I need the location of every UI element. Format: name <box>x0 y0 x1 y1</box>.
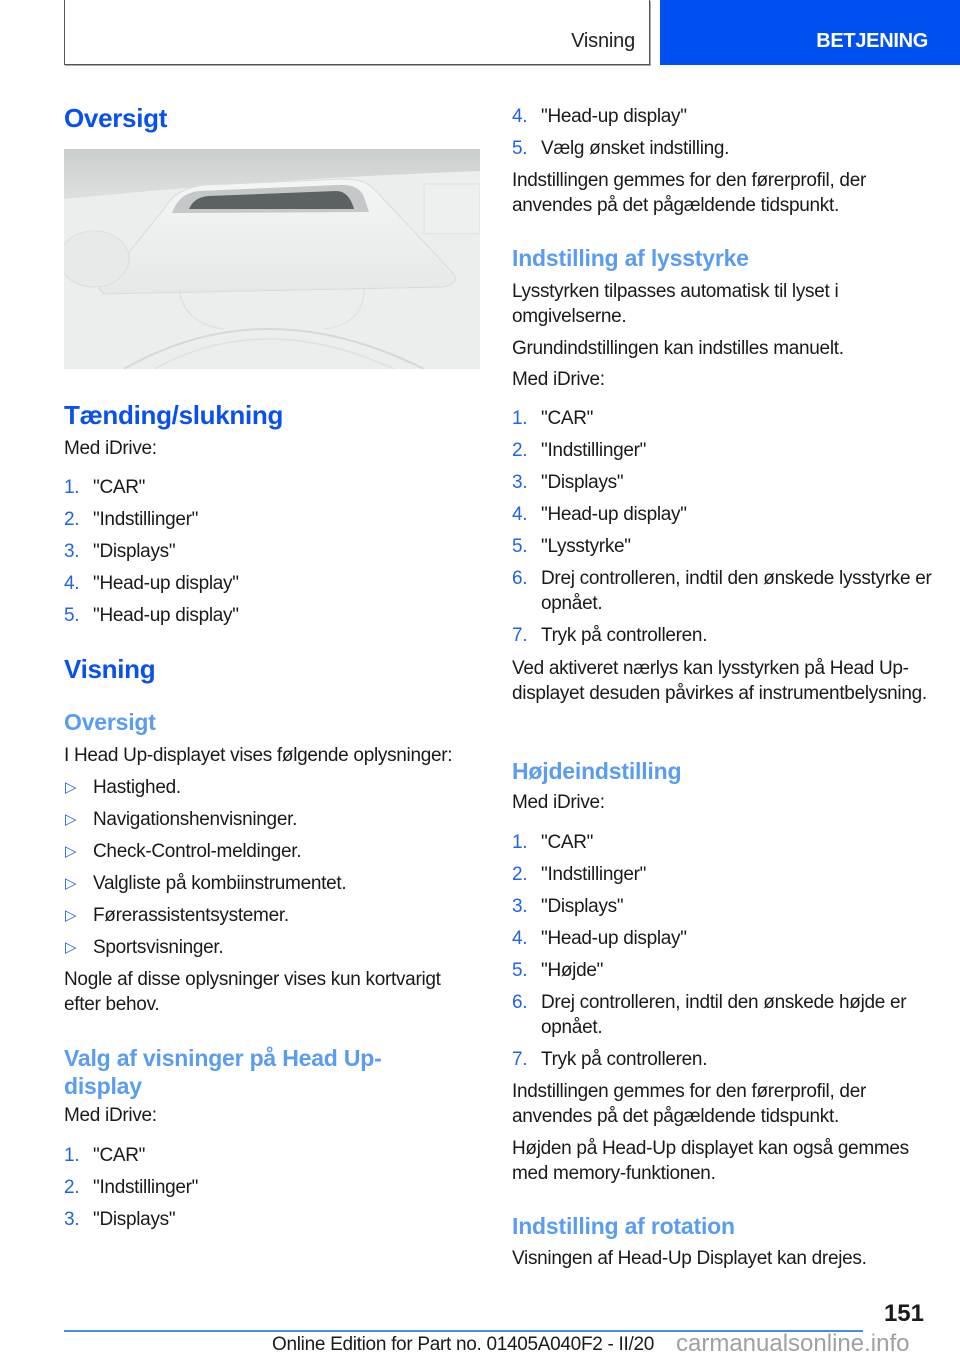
select-views-step: 4. "Head-up display" <box>512 106 687 127</box>
display-bullet: ▷ Sportsvisninger. <box>65 937 224 958</box>
display-bullet: ▷ Check-Control-meldinger. <box>65 841 302 862</box>
onoff-step: 4. "Head-up display" <box>64 573 239 594</box>
triangle-bullet-icon: ▷ <box>65 779 77 796</box>
display-subtitle: Oversigt <box>64 709 156 735</box>
section-tab <box>64 0 650 65</box>
onoff-step: 5. "Head-up display" <box>64 605 239 626</box>
overview-title: Oversigt <box>64 103 168 133</box>
brightness-intro: Med iDrive: <box>512 369 605 390</box>
brightness-step: 7. Tryk på controlleren. <box>512 625 708 646</box>
height-title: Højdeindstilling <box>512 758 682 784</box>
brightness-step: 2. "Indstillinger" <box>512 440 647 461</box>
chapter-tab <box>660 0 960 65</box>
brightness-title: Indstilling af lysstyrke <box>512 245 749 271</box>
onoff-step: 3. "Displays" <box>64 541 176 562</box>
height-note1: Indstillingen gemmes for den førerprofil, der anvendes på det pågældende tidspunkt. <box>512 1081 866 1127</box>
select-views-title: Valg af visninger på Head Up-display <box>64 1045 382 1099</box>
brightness-step: 6. Drej controlleren, indtil den ønskede lysstyrke er opnået. <box>512 568 932 614</box>
brightness-step: 4. "Head-up display" <box>512 504 687 525</box>
select-views-step: 3. "Displays" <box>64 1209 176 1230</box>
brightness-note: Ved aktiveret nærlys kan lysstyrken på Head Up-displayet desuden påvirkes af instrumentbelysning. <box>512 658 927 704</box>
triangle-bullet-icon: ▷ <box>65 875 77 892</box>
brightness-p1: Lysstyrken tilpasses automatisk til lyset i omgivelserne. <box>512 281 839 327</box>
height-step: 2. "Indstillinger" <box>512 864 647 885</box>
brightness-step: 3. "Displays" <box>512 472 624 493</box>
brightness-step: 5. "Lysstyrke" <box>512 536 631 557</box>
triangle-bullet-icon: ▷ <box>65 939 77 956</box>
chapter-tab-label: BETJENING <box>816 30 928 52</box>
display-note: Nogle af disse oplysninger vises kun kortvarigt efter behov. <box>64 969 441 1015</box>
display-bullet: ▷ Hastighed. <box>65 777 181 798</box>
triangle-bullet-icon: ▷ <box>65 843 77 860</box>
onoff-step: 2. "Indstillinger" <box>64 509 199 530</box>
onoff-title: Tænding/slukning <box>64 400 284 430</box>
rotation-text: Visningen af Head-Up Displayet kan drejes. <box>512 1248 867 1269</box>
display-bullet: ▷ Førerassistentsystemer. <box>65 905 289 926</box>
page-number: 151 <box>883 1300 924 1327</box>
hud-illustration-icon <box>64 149 480 369</box>
brightness-p2: Grundindstillingen kan indstilles manuelt. <box>512 338 844 359</box>
select-views-intro: Med iDrive: <box>64 1105 157 1126</box>
display-title: Visning <box>64 654 156 684</box>
brightness-step: 1. "CAR" <box>512 408 594 429</box>
onoff-intro: Med iDrive: <box>64 438 157 459</box>
height-step: 4. "Head-up display" <box>512 928 687 949</box>
select-views-step: 2. "Indstillinger" <box>64 1177 199 1198</box>
height-step: 1. "CAR" <box>512 832 594 853</box>
rotation-title: Indstilling af rotation <box>512 1213 735 1239</box>
height-step: 6. Drej controlleren, indtil den ønskede højde er opnået. <box>512 992 907 1038</box>
height-step: 7. Tryk på controlleren. <box>512 1049 708 1070</box>
height-step: 5. "Højde" <box>512 960 604 981</box>
height-step: 3. "Displays" <box>512 896 624 917</box>
display-bullet: ▷ Valgliste på kombiinstrumentet. <box>65 873 347 894</box>
display-bullet: ▷ Navigationshenvisninger. <box>65 809 298 830</box>
height-note2: Højden på Head-Up displayet kan også gemmes med memory-funktionen. <box>512 1138 909 1184</box>
display-intro: I Head Up-displayet vises følgende oplysninger: <box>64 745 453 766</box>
select-views-step: 1. "CAR" <box>64 1145 146 1166</box>
select-views-note: Indstillingen gemmes for den førerprofil, der anvendes på det pågældende tidspunkt. <box>512 170 866 216</box>
triangle-bullet-icon: ▷ <box>65 811 77 828</box>
onoff-step: 1. "CAR" <box>64 477 146 498</box>
edition-text: Online Edition for Part no. 01405A040F2 - II/20 <box>272 1334 654 1355</box>
section-tab-label: Visning <box>571 30 635 52</box>
height-intro: Med iDrive: <box>512 792 605 813</box>
watermark: carmanualsonline.info <box>676 1330 910 1357</box>
select-views-step: 5. Vælg ønsket indstilling. <box>512 138 730 159</box>
triangle-bullet-icon: ▷ <box>65 907 77 924</box>
hud-figure <box>64 149 480 369</box>
